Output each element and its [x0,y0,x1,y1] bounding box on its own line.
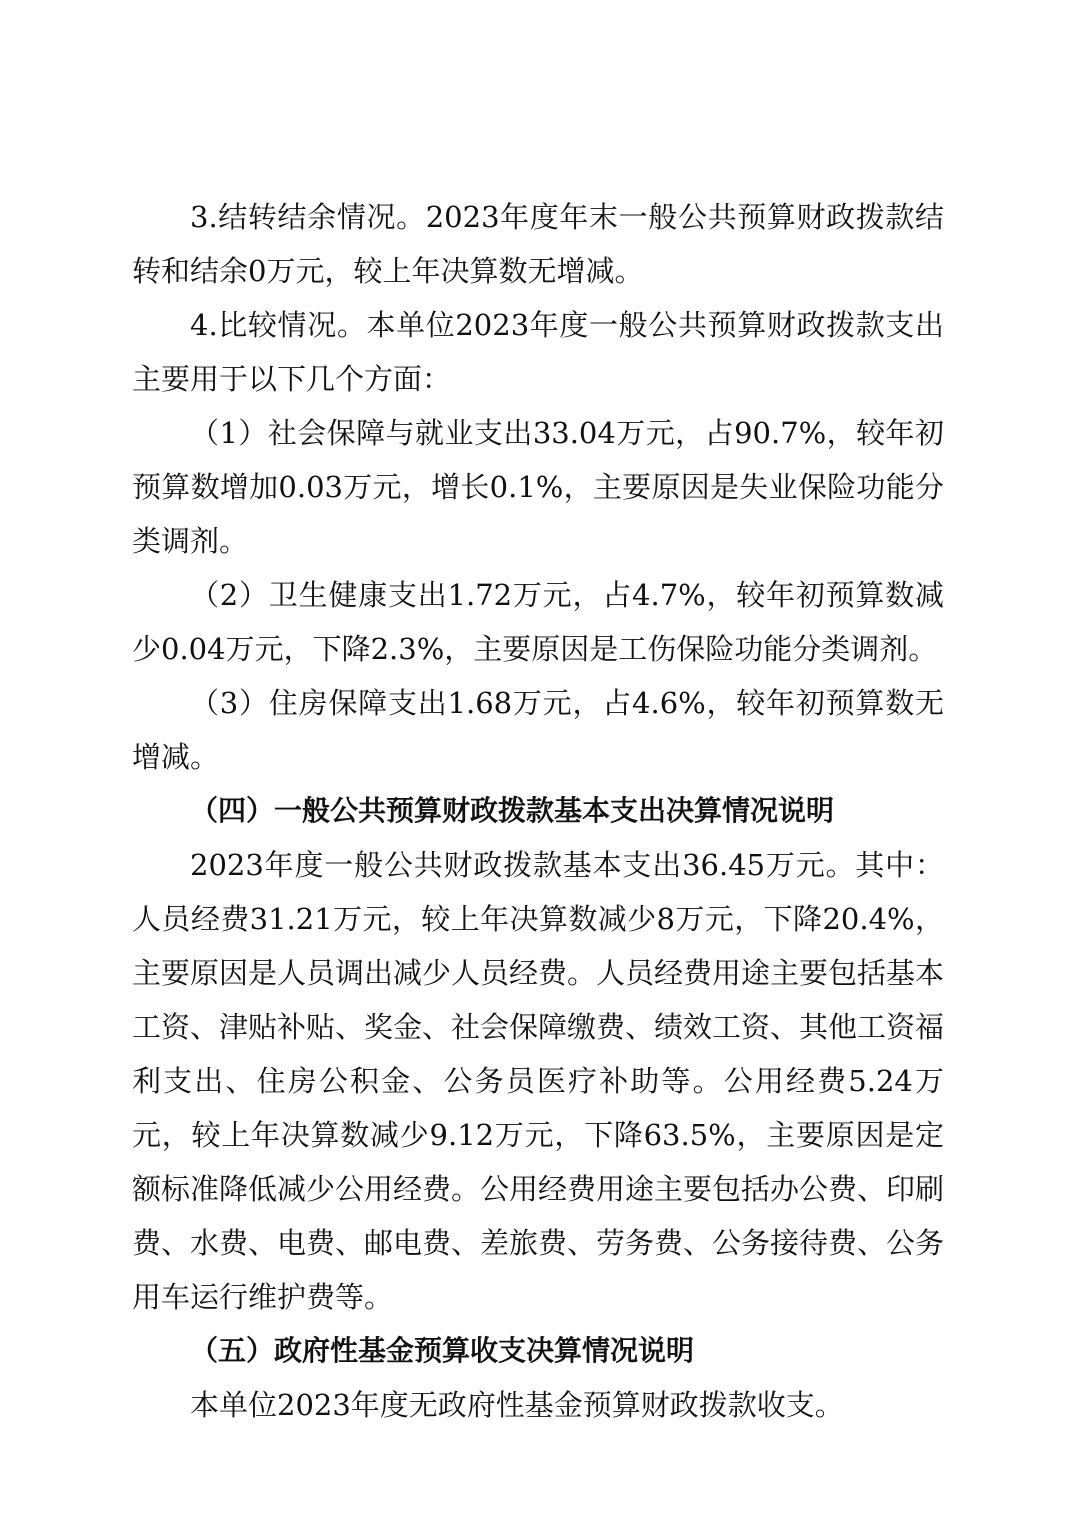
paragraph-social-security: （1）社会保障与就业支出33.04万元，占90.7%，较年初预算数增加0.03万元，增长0.1%，主要原因是失业保险功能分类调剂。 [132,416,944,558]
paragraph-comparison: 4.比较情况。本单位2023年度一般公共预算财政拨款支出主要用于以下几个方面： [132,308,944,396]
section-heading-government-fund: （五）政府性基金预算收支决算情况说明 [190,1334,695,1367]
document-page [132,190,944,1432]
paragraph-government-fund: 本单位2023年度无政府性基金预算财政拨款收支。 [190,1388,844,1422]
section-heading-basic-expenditure: （四）一般公共预算财政拨款基本支出决算情况说明 [190,794,835,827]
paragraph-housing: （3）住房保障支出1.68万元，占4.6%，较年初预算数无增减。 [132,686,944,774]
paragraph-carryover: 3.结转结余情况。2023年度年末一般公共预算财政拨款结转和结余0万元，较上年决算数无增减。 [132,200,944,288]
paragraph-basic-expenditure: 2023年度一般公共财政拨款基本支出36.45万元。其中：人员经费31.21万元，较上年决算数减少8万元，下降20.4%，主要原因是人员调出减少人员经费。人员经费用途主要包括基本工资、津贴补贴、奖金、社会保障缴费、绩效工资、其他工资福利支出、住房公积金、公务员医疗补助等。公用经费5.24万元，较上年决算数减少9.12万元，下降63.5%，主要原因是定额标准降低减少公用经费。公用经费用途主要包括办公费、印刷费、水费、电费、邮电费、差旅费、劳务费、公务接待费、公务用车运行维护费等。 [132,848,945,1314]
paragraph-health: （2）卫生健康支出1.72万元，占4.7%，较年初预算数减少0.04万元，下降2.3%，主要原因是工伤保险功能分类调剂。 [132,578,944,666]
